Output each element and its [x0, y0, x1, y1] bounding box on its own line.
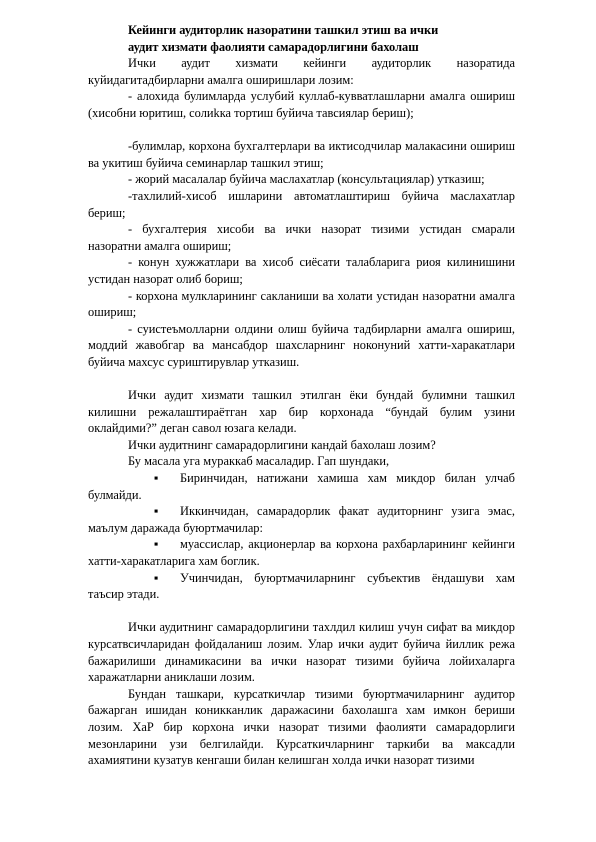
bullet-icon: ▪ — [154, 537, 159, 552]
bullet-item: ▪ Иккинчидан, самарадорлик факат аудиторнинг узига эмас, маълум даражада буюртмачилар: — [88, 504, 515, 535]
paragraph-item-5: - бухгалтерия хисоби ва ички назорат тизими устидан смарали назоратни амалга ошириш; — [88, 222, 515, 253]
paragraph-item-6: - конун хужжатлари ва хисоб сиёсати талабларига риоя килинишини устидан назорат олиб бориш; — [88, 255, 515, 286]
paragraph-item-3: - жорий масалалар буйича маслахатлар (консультациялар) утказиш; — [128, 172, 485, 187]
paragraph-question-context: Ички аудит хизмати ташкил этилган ёки бундай булимни ташкил килишни режалаштираётган хар бир корхонада “бундай булим узини оклайдими?” деган савол юзага келади. — [88, 388, 515, 436]
paragraph-intro: Ички аудит хизмати кейинги аудиторлик назоратида куйидагитадбирларни амалга оширишлари лозим: — [88, 56, 515, 87]
bullet-item: ▪ Биринчидан, натижани хамиша хам микдор билан улчаб булмайди. — [88, 471, 515, 502]
paragraph-question: Ички аудитнинг самарадорлигини кандай бахолаш лозим? — [128, 437, 436, 452]
bullet-icon: ▪ — [154, 504, 159, 519]
text-column — [88, 22, 515, 769]
blank-line — [88, 370, 515, 387]
paragraph-item-1: - алохида булимларда услубий куллаб-кувватлашларни амалга ошириш (хисобни юритиш, солиkка тортиш буйича тавсиялар бериш); — [88, 89, 515, 120]
bullet-item: ▪ Учинчидан, буюртмачиларнинг субъектив ёндашуви хам таъсир этади. — [88, 570, 515, 602]
paragraph-item-4: -тахлилий-хисоб ишларини автоматлаштириш буйича маслахатлар бериш; — [88, 188, 515, 220]
bullet-icon: ▪ — [154, 570, 159, 585]
paragraph-item-7: - корхона мулкларининг сакланиши ва холати устидан назоратни амалга ошириш; — [88, 288, 515, 320]
paragraph-indicators: Бундан ташкари, курсаткичлар тизими буюртмачиларнинг аудитор бажарган ишидан коникканлик даражасини бахолашга хам имкон бериши лозим. ХаР бир корхона ички назорат тизими фаолияти самарадорлиги мезонларини узи белгилайди. Курсаткичларнинг таркиби ва максадли ахамиятини кузатув кенгаши билан келишган холда ички назорат тизими — [88, 686, 515, 768]
paragraph-answer-lead: Бу масала уга мураккаб масаладир. Гап шундаки, — [128, 454, 390, 469]
paragraph-item-8: - суистеъмолларни олдини олиш буйича тадбирларни амалга ошириш, моддий жавобгар ва мансабдор шахсларнинг ноконуний хатти-харакатлари буйича махсус суриштирувлар утказиш. — [88, 321, 515, 369]
paragraph-item-2: -булимлар, корхона бухгалтерлари ва иктисодчилар малакасини ошириш ва укитиш буйича семинарлар ташкил этиш; — [88, 139, 515, 170]
paragraph-analysis: Ички аудитнинг самарадорлигини тахлдил килиш учун сифат ва микдор курсатвсичларидан фойдаланиш лозим. Улар ички аудит буйича йиллик режа бажарилиши динамикасини ва ички назорат тизими буйича лойихаларга харажатларни аниклаши лозим. — [88, 620, 515, 685]
bullet-list — [66, 470, 515, 603]
heading-line-2: аудит хизмати фаолияти самарадорлигини бахолаш — [128, 39, 419, 54]
bullet-item: ▪ муассислар, акционерлар ва корхона рахбарларининг кейинги хатти-харакатларига хам боглик. — [88, 537, 515, 568]
blank-line — [88, 603, 515, 620]
bullet-icon: ▪ — [154, 471, 159, 486]
heading-line-1: Кейинги аудиторлик назоратини ташкил этиш ва ички — [128, 23, 439, 37]
blank-line — [88, 122, 515, 139]
